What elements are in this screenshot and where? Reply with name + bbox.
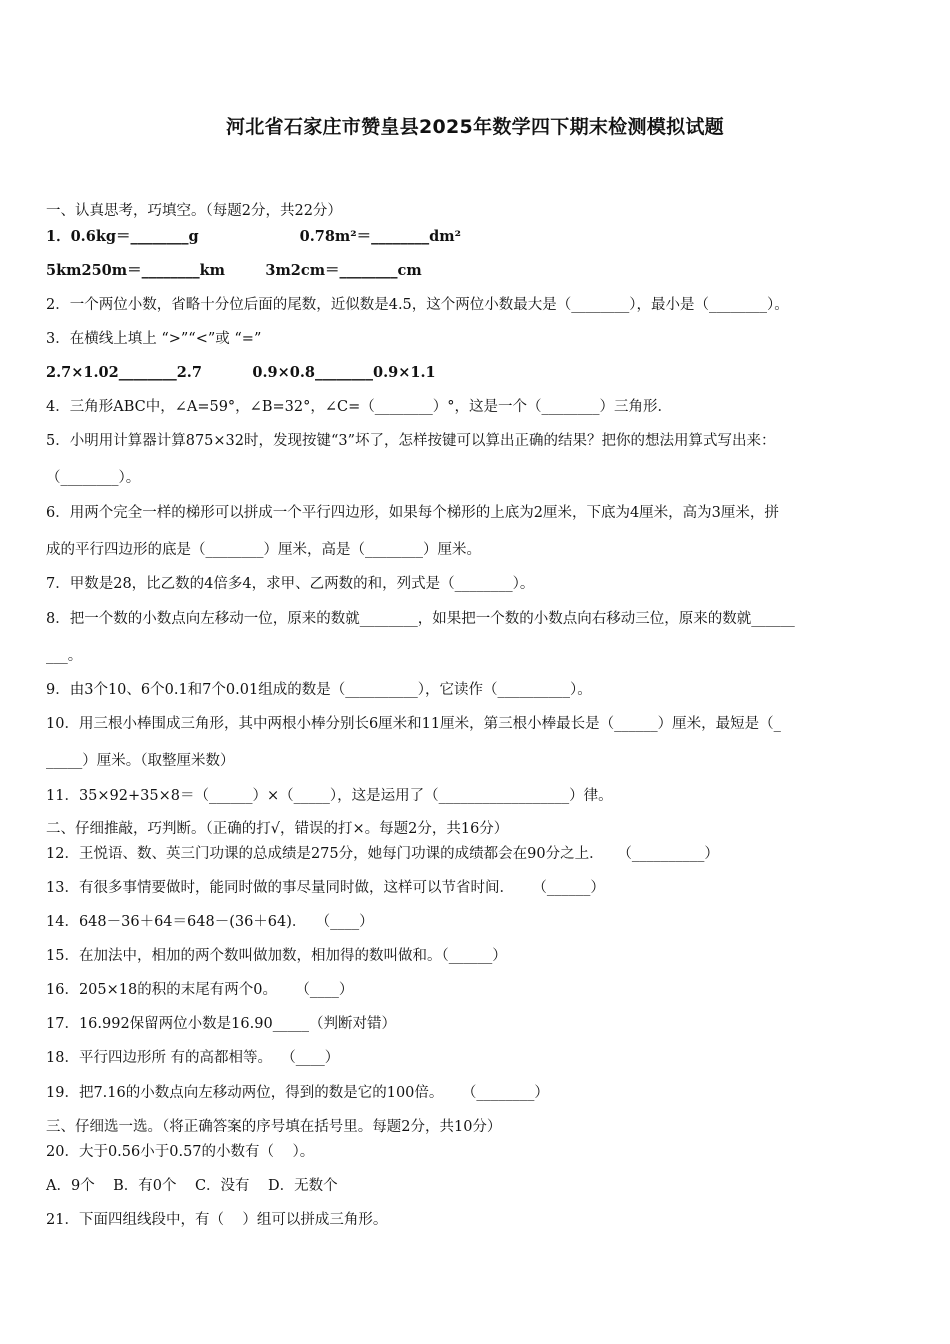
question-18: 18．平行四边形所 有的高都相等。 （____） bbox=[46, 1050, 340, 1066]
question-13: 13．有很多事情要做时，能同时做的事尽量同时做，这样可以节省时间． （______） bbox=[46, 880, 605, 896]
question-20-options: A．9个 B．有0个 C．没有 D．无数个 bbox=[46, 1178, 338, 1194]
question-17: 17．16.992保留两位小数是16.90_____（判断对错） bbox=[46, 1016, 396, 1032]
question-15: 15．在加法中，相加的两个数叫做加数，相加得的数叫做和。（______） bbox=[46, 948, 507, 964]
section-heading-3: 三、仔细选一选。（将正确答案的序号填在括号里。每题2分，共10分） bbox=[46, 1119, 502, 1135]
question-6: 6．用两个完全一样的梯形可以拼成一个平行四边形，如果每个梯形的上底为2厘米，下底为4厘米，高为3厘米，拼 bbox=[46, 505, 779, 521]
section-heading-2: 二、仔细推敲，巧判断。（正确的打√，错误的打×。每题2分，共16分） bbox=[46, 821, 509, 837]
question-2: 2．一个两位小数，省略十分位后面的尾数，近似数是4.5，这个两位小数最大是（________），最小是（________）。 bbox=[46, 297, 789, 313]
question-16: 16．205×18的积的末尾有两个0。 （____） bbox=[46, 982, 354, 998]
question-12: 12．王悦语、数、英三门功课的总成绩是275分，她每门功课的成绩都会在90分之上． （__________） bbox=[46, 846, 719, 862]
question-6-cont: 成的平行四边形的底是（________）厘米，高是（________）厘米。 bbox=[46, 542, 481, 558]
question-9: 9．由3个10、6个0.1和7个0.01组成的数是（__________），它读作（__________）。 bbox=[46, 682, 592, 698]
question-8: 8．把一个数的小数点向左移动一位，原来的数就________，如果把一个数的小数点向右移动三位，原来的数就______ bbox=[46, 611, 795, 627]
page-title: 河北省石家庄市赞皇县2025年数学四下期末检测模拟试题 bbox=[226, 116, 724, 138]
question-5: 5．小明用计算器计算875×32时，发现按键“3”坏了，怎样按键可以算出正确的结果？把你的想法用算式写出来： bbox=[46, 433, 776, 449]
question-7: 7．甲数是28，比乙数的4倍多4，求甲、乙两数的和，列式是（________）。 bbox=[46, 576, 535, 592]
question-20: 20．大于0.56小于0.57的小数有（ ）。 bbox=[46, 1144, 315, 1160]
question-5-answer: （________）。 bbox=[46, 470, 141, 486]
question-10: 10．用三根小棒围成三角形，其中两根小棒分别长6厘米和11厘米，第三根小棒最长是（______）厘米，最短是（_ bbox=[46, 716, 781, 732]
question-10-cont: _____）厘米。（取整厘米数） bbox=[46, 753, 235, 769]
section-heading-1: 一、认真思考，巧填空。（每题2分，共22分） bbox=[46, 203, 342, 219]
question-11: 11．35×92+35×8＝（______）×（_____），这是运用了（__________________）律。 bbox=[46, 788, 613, 804]
question-19: 19．把7.16的小数点向左移动两位，得到的数是它的100倍。 （________） bbox=[46, 1085, 549, 1101]
question-3: 3．在横线上填上 “>”“<”或 “=” bbox=[46, 331, 262, 347]
question-14: 14．648－36＋64＝648－(36＋64)． （____） bbox=[46, 914, 374, 930]
question-1b: 5km250m＝________km 3m2cm＝________cm bbox=[46, 262, 422, 279]
question-21: 21．下面四组线段中，有（ ）组可以拼成三角形。 bbox=[46, 1212, 388, 1228]
question-8-cont: ___。 bbox=[46, 648, 83, 664]
question-1a: 1．0.6kg＝________g 0.78m²＝________dm² bbox=[46, 228, 461, 245]
question-4: 4．三角形ABC中，∠A=59°，∠B=32°，∠C=（________）°，这是一个（________）三角形． bbox=[46, 399, 672, 415]
question-3-items: 2.7×1.02________2.7 0.9×0.8________0.9×1.1 bbox=[46, 364, 436, 381]
